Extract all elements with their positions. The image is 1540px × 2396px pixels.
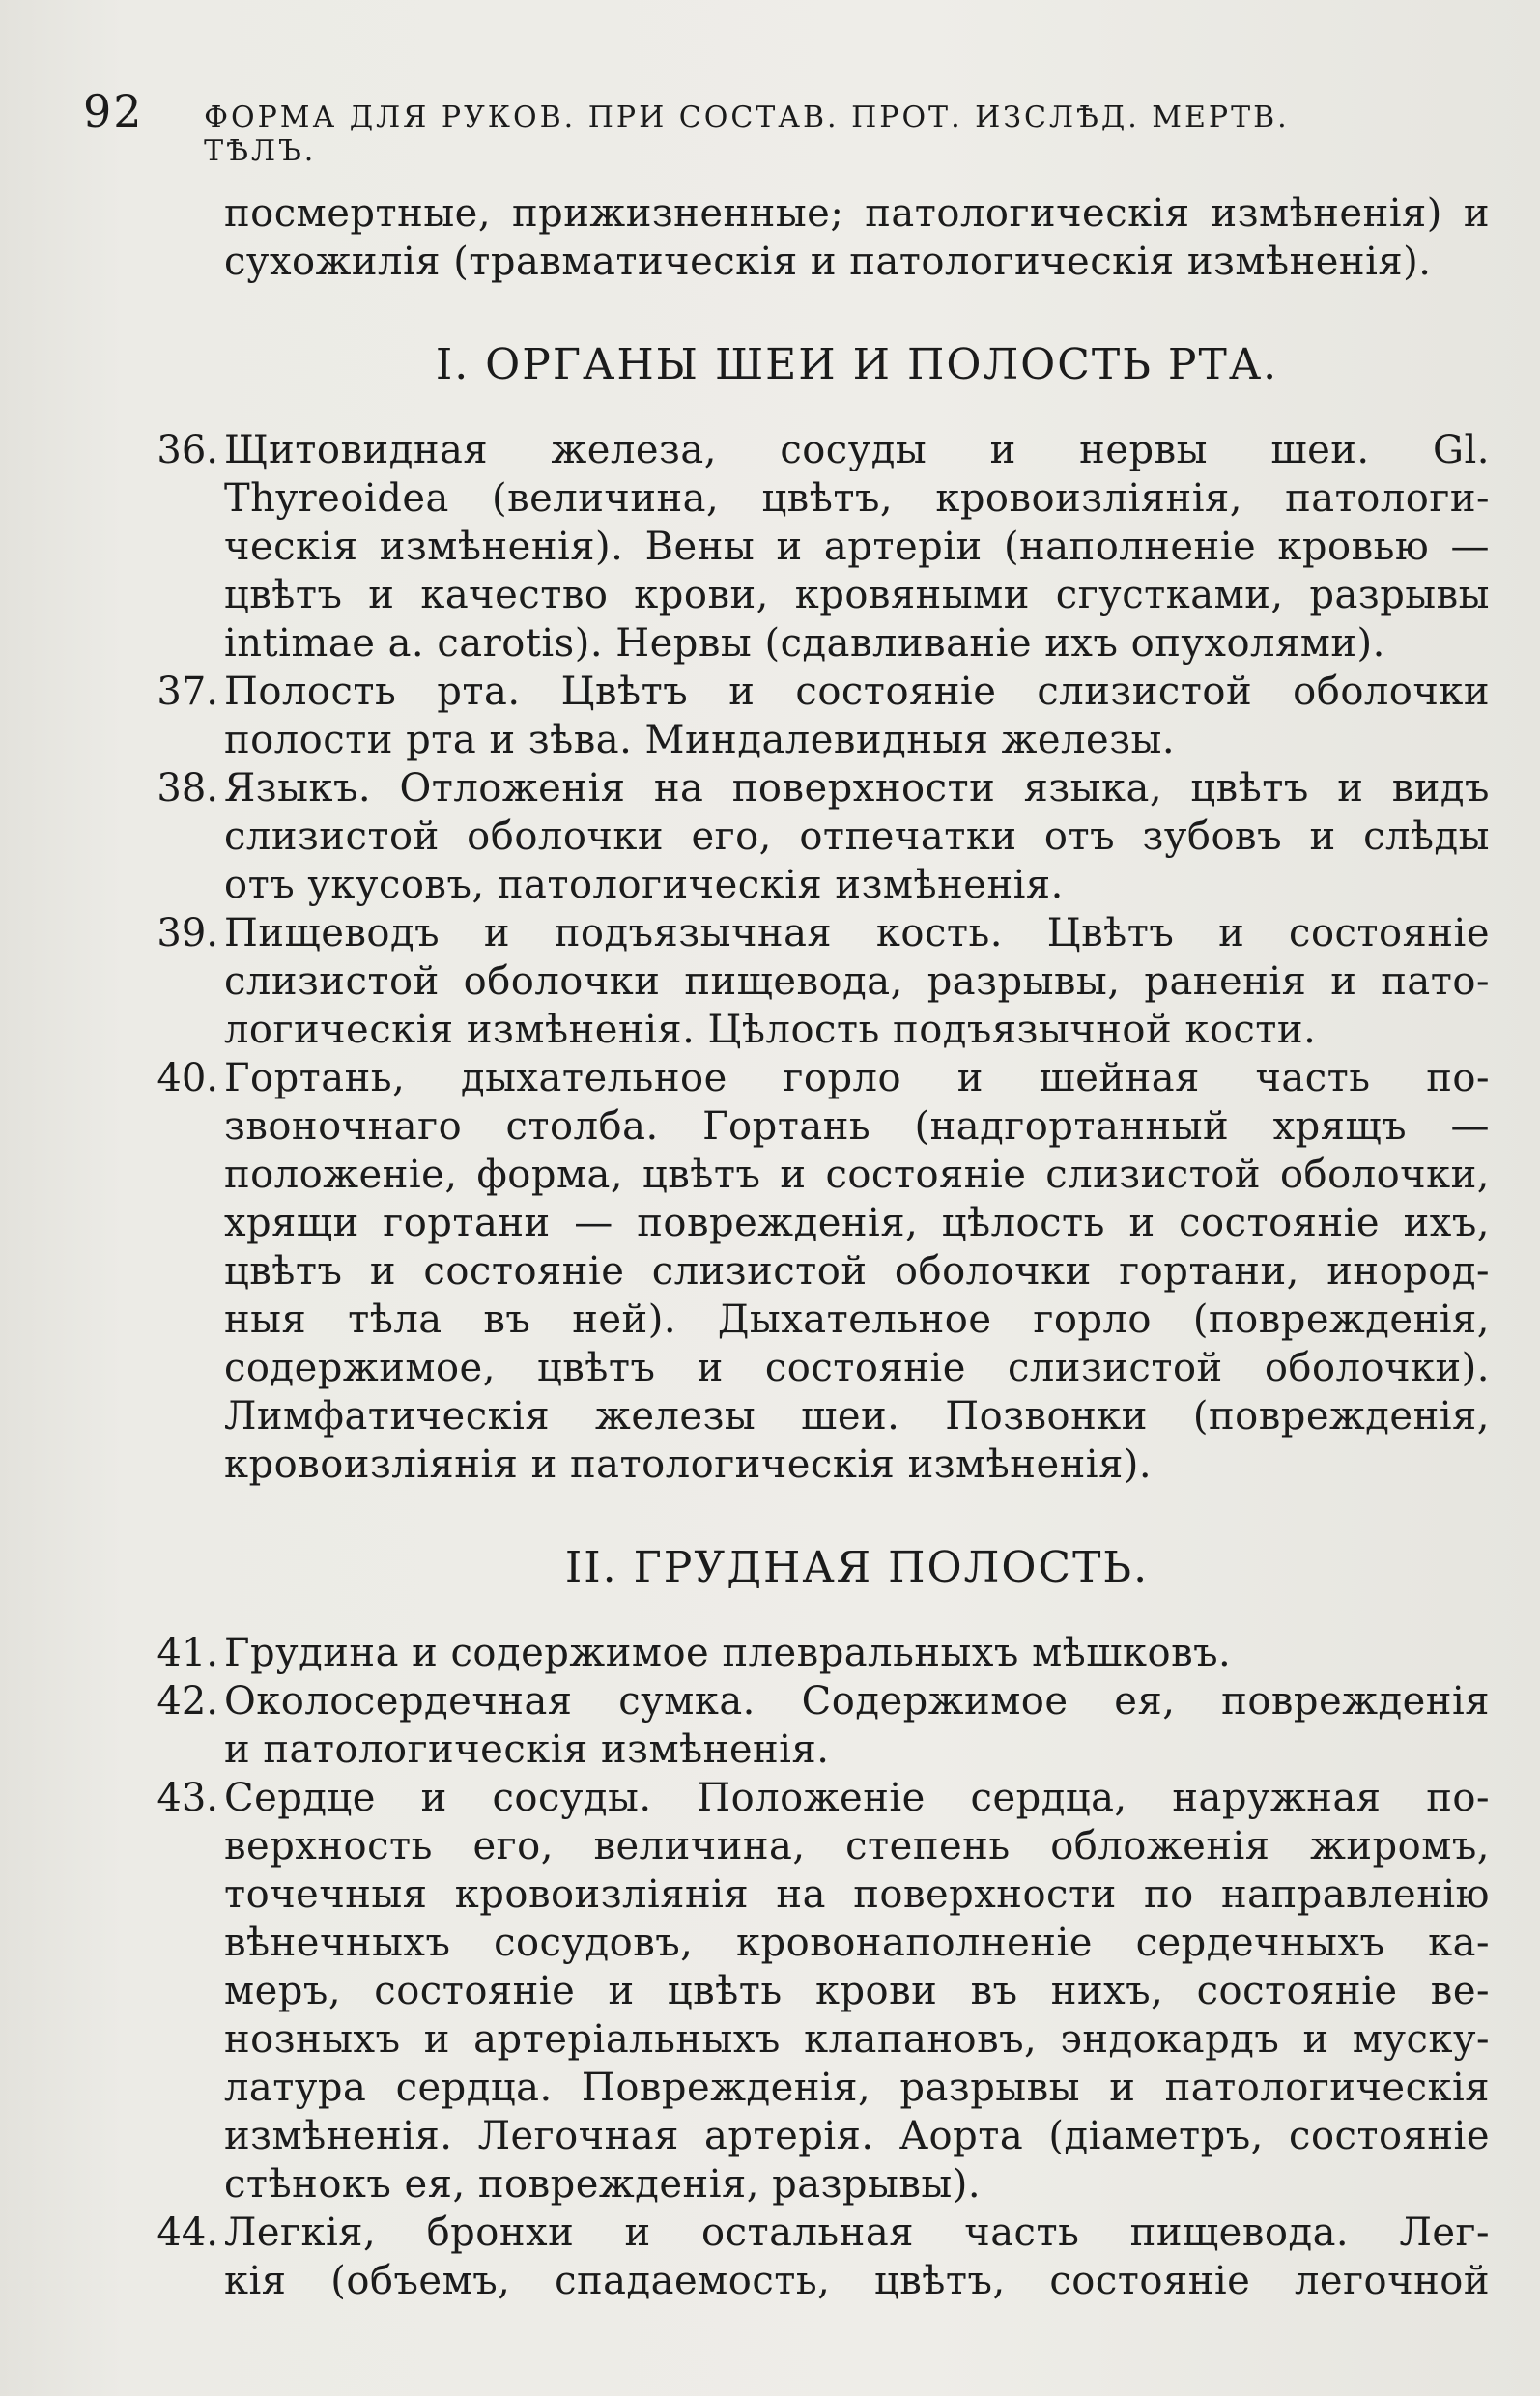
text-line: логическія измѣненія. Цѣлость подъязычной кости. [224,1008,1317,1052]
text-line: Околосердечная сумка. Содержимое ея, поврежденія [224,1679,1490,1724]
text-line: стѣнокъ ея, поврежденія, разрывы). [224,2162,982,2207]
text-line: хрящи гортани — поврежденія, цѣлость и состояніе ихъ, [224,1201,1490,1245]
text-line: измѣненія. Легочная артерія. Аорта (діаметръ, состояніе [224,2114,1490,2158]
text-line: Языкъ. Отложенія на поверхности языка, цвѣтъ и видъ [224,766,1490,811]
list-item-39 [157,909,1490,1054]
list-item-37 [157,668,1490,764]
text-line: слизистой оболочки его, отпечатки отъ зубовъ и слѣды [224,814,1490,859]
item-number: 44. [157,2211,218,2255]
text-line: кія (объемъ, спадаемость, цвѣтъ, состояніе легочной [224,2259,1490,2303]
text-line: цвѣтъ и состояніе слизистой оболочки гортани, инород- [224,1249,1490,1294]
list-item-41 [157,1629,1490,1677]
text-line: полости рта и зѣва. Миндалевидныя железы. [224,718,1176,762]
text-line: точечныя кровоизліянія на поверхности по направленію [224,1872,1490,1917]
text-line: Грудина и содержимое плевральныхъ мѣшковъ. [224,1631,1232,1675]
text-line: ныя тѣла въ ней). Дыхательное горло (поврежденія, [224,1298,1490,1342]
running-title: ФОРМА ДЛЯ РУКОВ. ПРИ СОСТАВ. ПРОТ. ИЗСЛѢД. МЕРТВ. ТѢЛЪ. [204,100,1290,168]
text-line: сухожилія (травматическія и патологическія измѣненія). [224,240,1432,284]
text-line: ческія измѣненія). Вены и артеріи (наполненіе кровью — [224,525,1490,569]
text-line: и патологическія измѣненія. [224,1727,830,1772]
item-number: 42. [157,1679,218,1724]
item-number: 40. [157,1056,218,1100]
section-heading: I. ОРГАНЫ ШЕИ И ПОЛОСТЬ РТА. [435,340,1279,389]
item-number: 43. [157,1776,218,1820]
text-line: Полость рта. Цвѣтъ и состояніе слизистой оболочки [224,670,1490,714]
text-line: меръ, состояніе и цвѣть крови въ нихъ, состояніе ве- [224,1969,1490,2013]
item-number: 39. [157,911,218,956]
section-heading: II. ГРУДНАЯ ПОЛОСТЬ. [564,1543,1150,1592]
list-item-36 [157,426,1490,668]
item-number: 36. [157,428,218,472]
text-line: звоночнаго столба. Гортань (надгортанный хрящъ — [224,1104,1490,1149]
intro-paragraph [224,189,1490,286]
text-line: intimae a. carotis). Нервы (сдавливаніе ихъ опухолями). [224,621,1385,666]
text-line: посмертные, прижизненные; патологическія измѣненія) и [224,191,1490,236]
text-line: Гортань, дыхательное горло и шейная часть по- [224,1056,1490,1100]
text-line: кровоизліянія и патологическія измѣненія). [224,1442,1153,1487]
item-number: 38. [157,766,218,811]
list-item-42 [157,1677,1490,1774]
list-item-38 [157,764,1490,909]
page-number: 92 [83,85,144,137]
text-line: слизистой оболочки пищевода, разрывы, раненія и пато- [224,959,1490,1004]
text-line: латура сердца. Поврежденія, разрывы и патологическія [224,2066,1490,2110]
text-line: Щитовидная железа, сосуды и нервы шеи. Gl. [224,428,1490,472]
text-line: вѣнечныхъ сосудовъ, кровонаполненіе сердечныхъ ка- [224,1921,1490,1965]
page-header [83,85,1368,168]
list-item-43 [157,1774,1490,2209]
text-line: Лимфатическія железы шеи. Позвонки (поврежденія, [224,1394,1490,1439]
text-line: нозныхъ и артеріальныхъ клапановъ, эндокардъ и муску- [224,2017,1490,2062]
text-line: отъ укусовъ, патологическія измѣненія. [224,863,1064,907]
text-line: Сердце и сосуды. Положеніе сердца, наружная по- [224,1776,1490,1820]
text-line: Пищеводъ и подъязычная кость. Цвѣтъ и состояніе [224,911,1490,956]
list-item-40 [157,1054,1490,1489]
text-line: содержимое, цвѣтъ и состояніе слизистой оболочки). [224,1346,1490,1390]
text-line: положеніе, форма, цвѣтъ и состояніе слизистой оболочки, [224,1153,1490,1197]
text-line: Thyreoidea (величина, цвѣтъ, кровоизліянія, патологи- [224,476,1490,521]
list-item-44 [157,2209,1490,2305]
item-number: 37. [157,670,218,714]
body-text [157,189,1490,2305]
text-line: Легкія, бронхи и остальная часть пищевода. Лег- [224,2211,1490,2255]
item-number: 41. [157,1631,218,1675]
text-line: цвѣтъ и качество крови, кровяными сгустками, разрывы [224,573,1490,617]
text-line: верхность его, величина, степень обложенія жиромъ, [224,1824,1490,1868]
